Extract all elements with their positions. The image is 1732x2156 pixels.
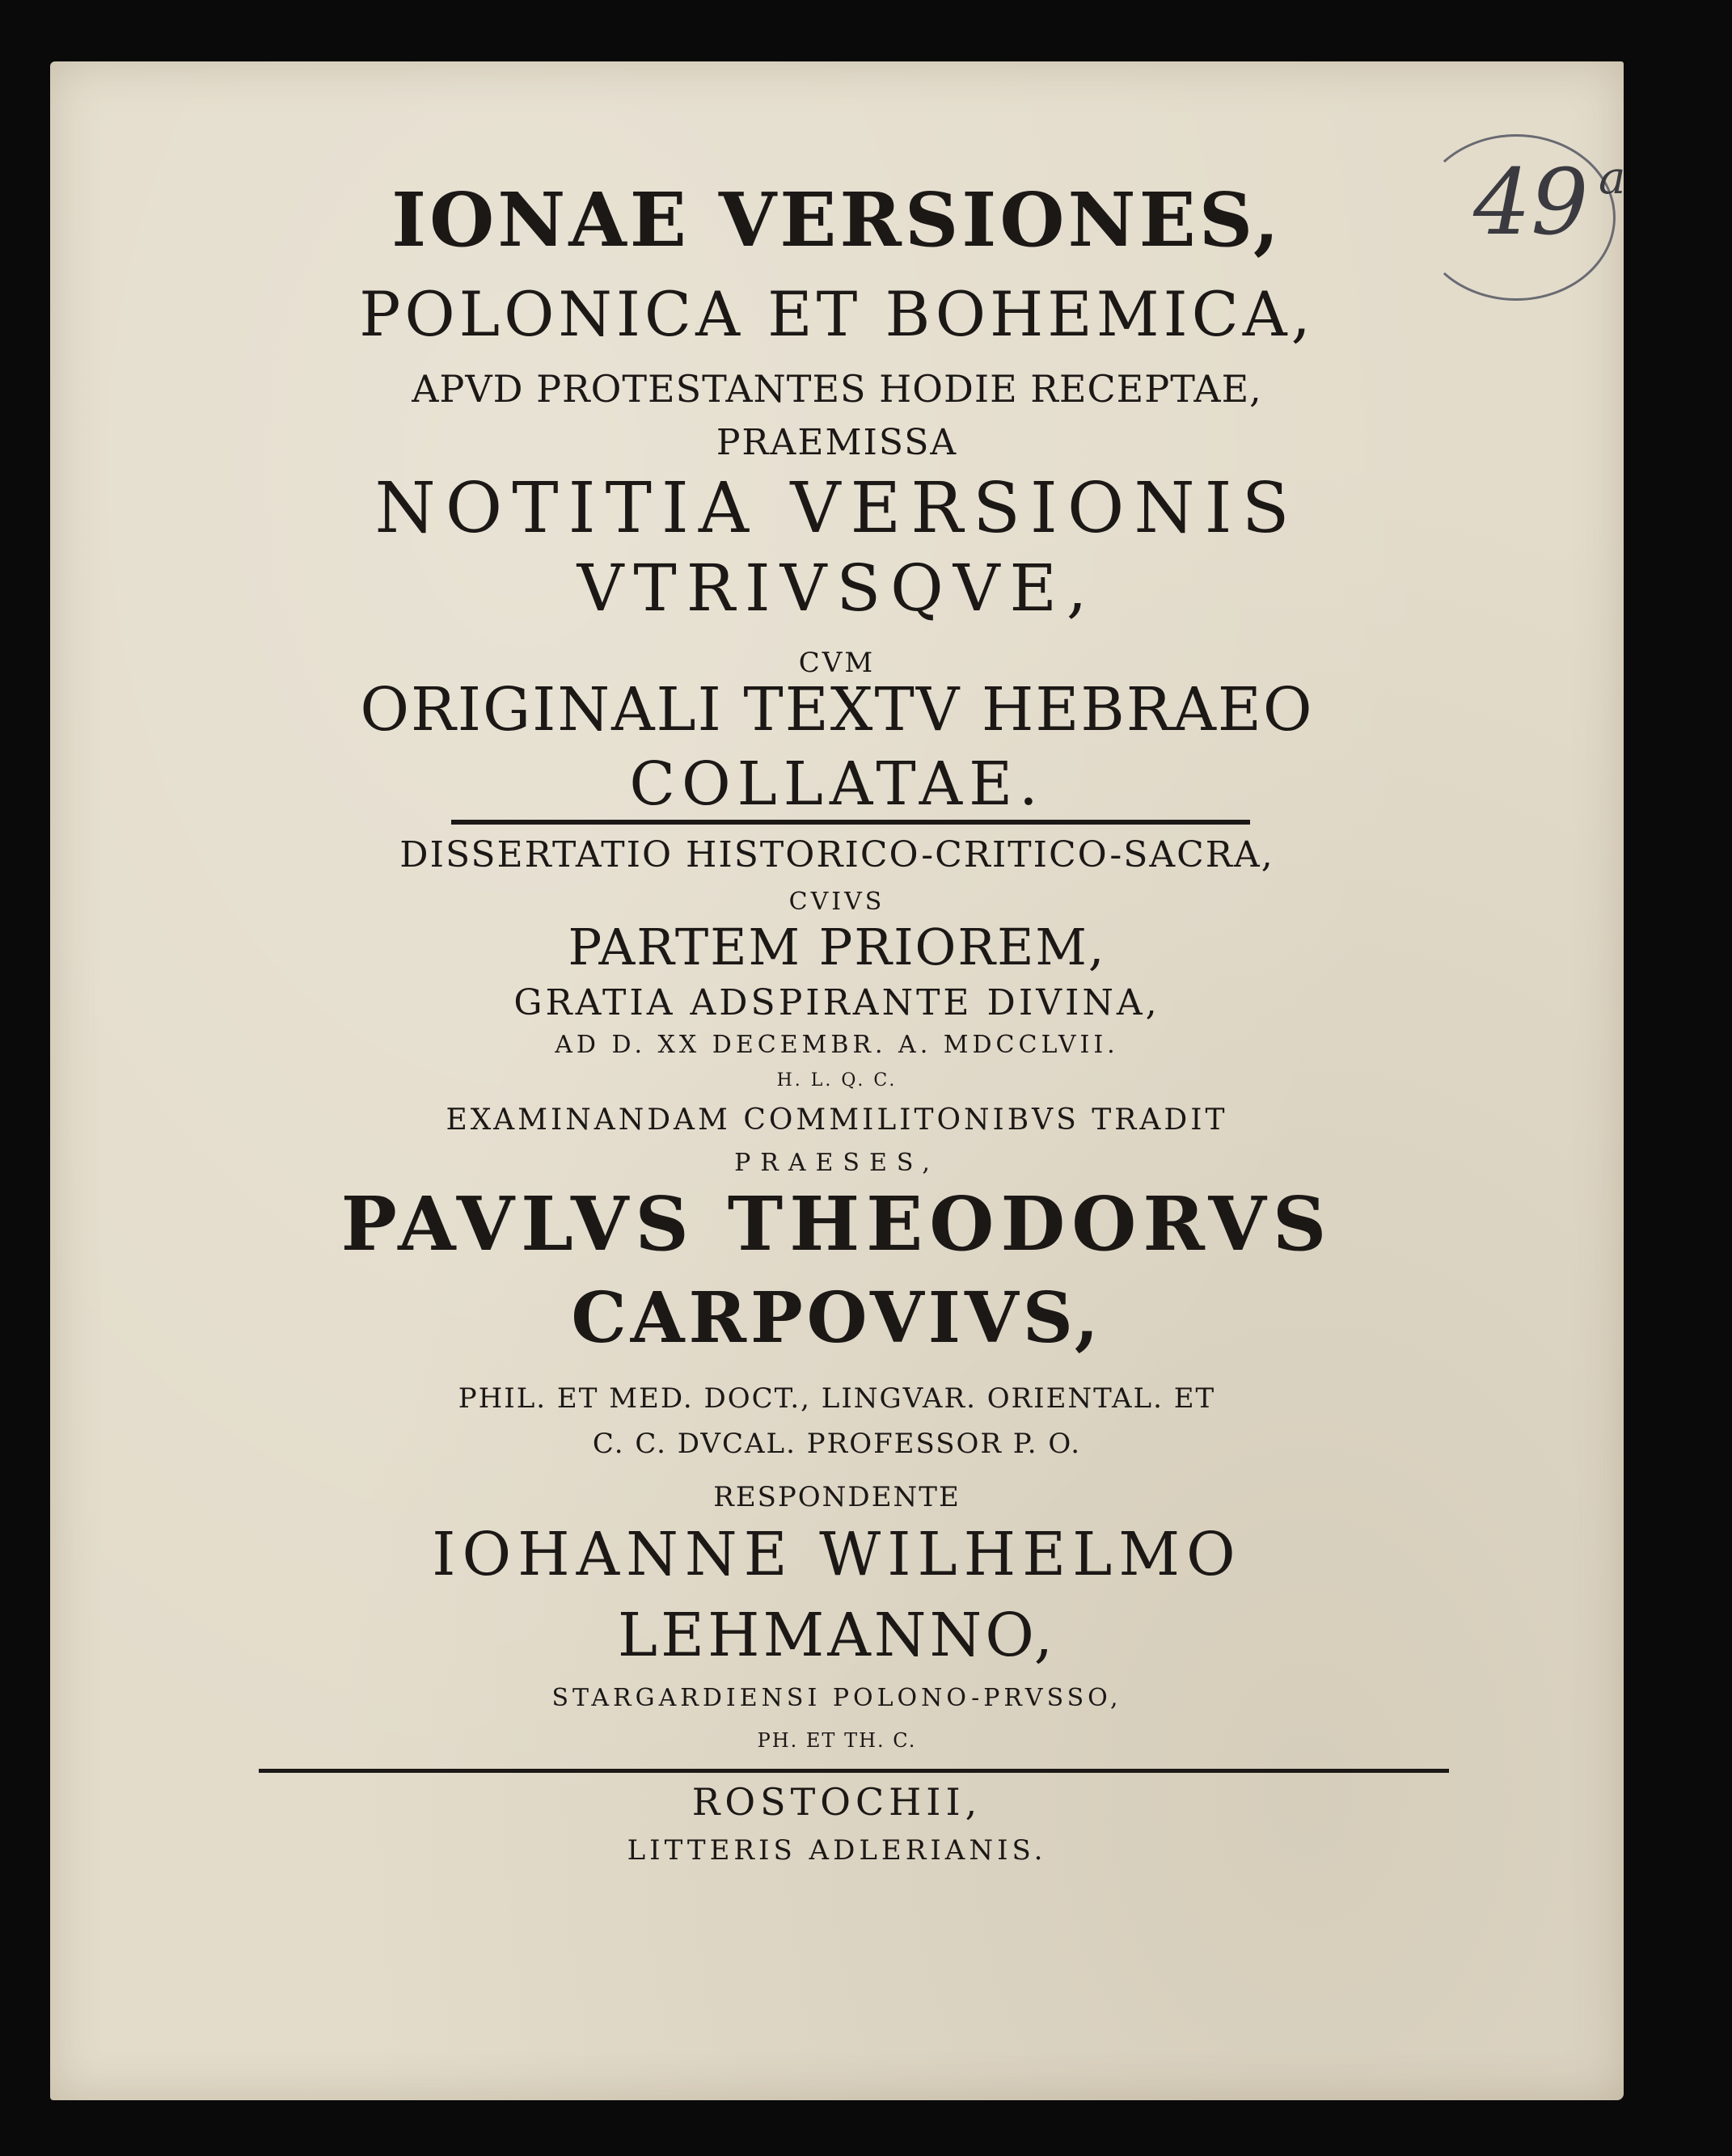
rule-upper — [451, 820, 1250, 825]
imprint-line-1: ROSTOCHII, — [691, 1780, 982, 1824]
shelfmark-suffix: a — [1599, 152, 1626, 205]
title-line-1: IONAE VERSIONES, — [391, 176, 1282, 264]
title-line-2: POLONICA ET BOHEMICA, — [359, 278, 1315, 350]
handwritten-shelfmark — [1417, 134, 1683, 312]
title-line-8: ORIGINALI TEXTV HEBRAEO — [360, 675, 1314, 745]
body-line-11: PHIL. ET MED. DOCT., LINGVAR. ORIENTAL. ET — [458, 1382, 1216, 1415]
title-line-3: APVD PROTESTANTES HODIE RECEPTAE, — [412, 367, 1262, 411]
body-line-13: RESPONDENTE — [713, 1481, 961, 1513]
shelfmark-number: 49 — [1473, 150, 1589, 255]
title-line-9: COLLATAE. — [629, 749, 1045, 819]
title-line-5: NOTITIA VERSIONIS — [374, 468, 1299, 549]
imprint-line-2: LITTERIS ADLERIANIS. — [627, 1834, 1047, 1867]
title-line-4: PRAEMISSA — [716, 422, 958, 463]
body-line-6: H. L. Q. C. — [776, 1070, 898, 1091]
body-line-7: EXAMINANDAM COMMILITONIBVS TRADIT — [446, 1103, 1228, 1137]
body-line-12: C. C. DVCAL. PROFESSOR P. O. — [592, 1428, 1082, 1460]
body-line-3: PARTEM PRIOREM, — [568, 918, 1106, 977]
body-line-4: GRATIA ADSPIRANTE DIVINA, — [513, 982, 1160, 1023]
body-line-9: PAVLVS THEODORVS — [340, 1180, 1333, 1268]
body-line-2: CVIVS — [788, 888, 885, 916]
title-line-7: CVM — [798, 647, 876, 679]
body-line-10: CARPOVIVS, — [571, 1277, 1103, 1359]
title-line-6: VTRIVSQVE, — [577, 551, 1097, 626]
rule-lower — [259, 1769, 1449, 1773]
body-line-8: PRAESES, — [734, 1149, 940, 1177]
body-line-16: STARGARDIENSI POLONO-PRVSSO, — [551, 1684, 1122, 1712]
body-line-5: AD D. XX DECEMBR. A. MDCCLVII. — [555, 1031, 1119, 1059]
title-page — [50, 61, 1624, 2100]
body-line-1: DISSERTATIO HISTORICO-CRITICO-SACRA, — [399, 834, 1274, 875]
body-line-14: IOHANNE WILHELMO — [432, 1520, 1242, 1589]
body-line-17: PH. ET TH. C. — [757, 1729, 917, 1752]
body-line-15: LEHMANNO, — [617, 1601, 1057, 1670]
